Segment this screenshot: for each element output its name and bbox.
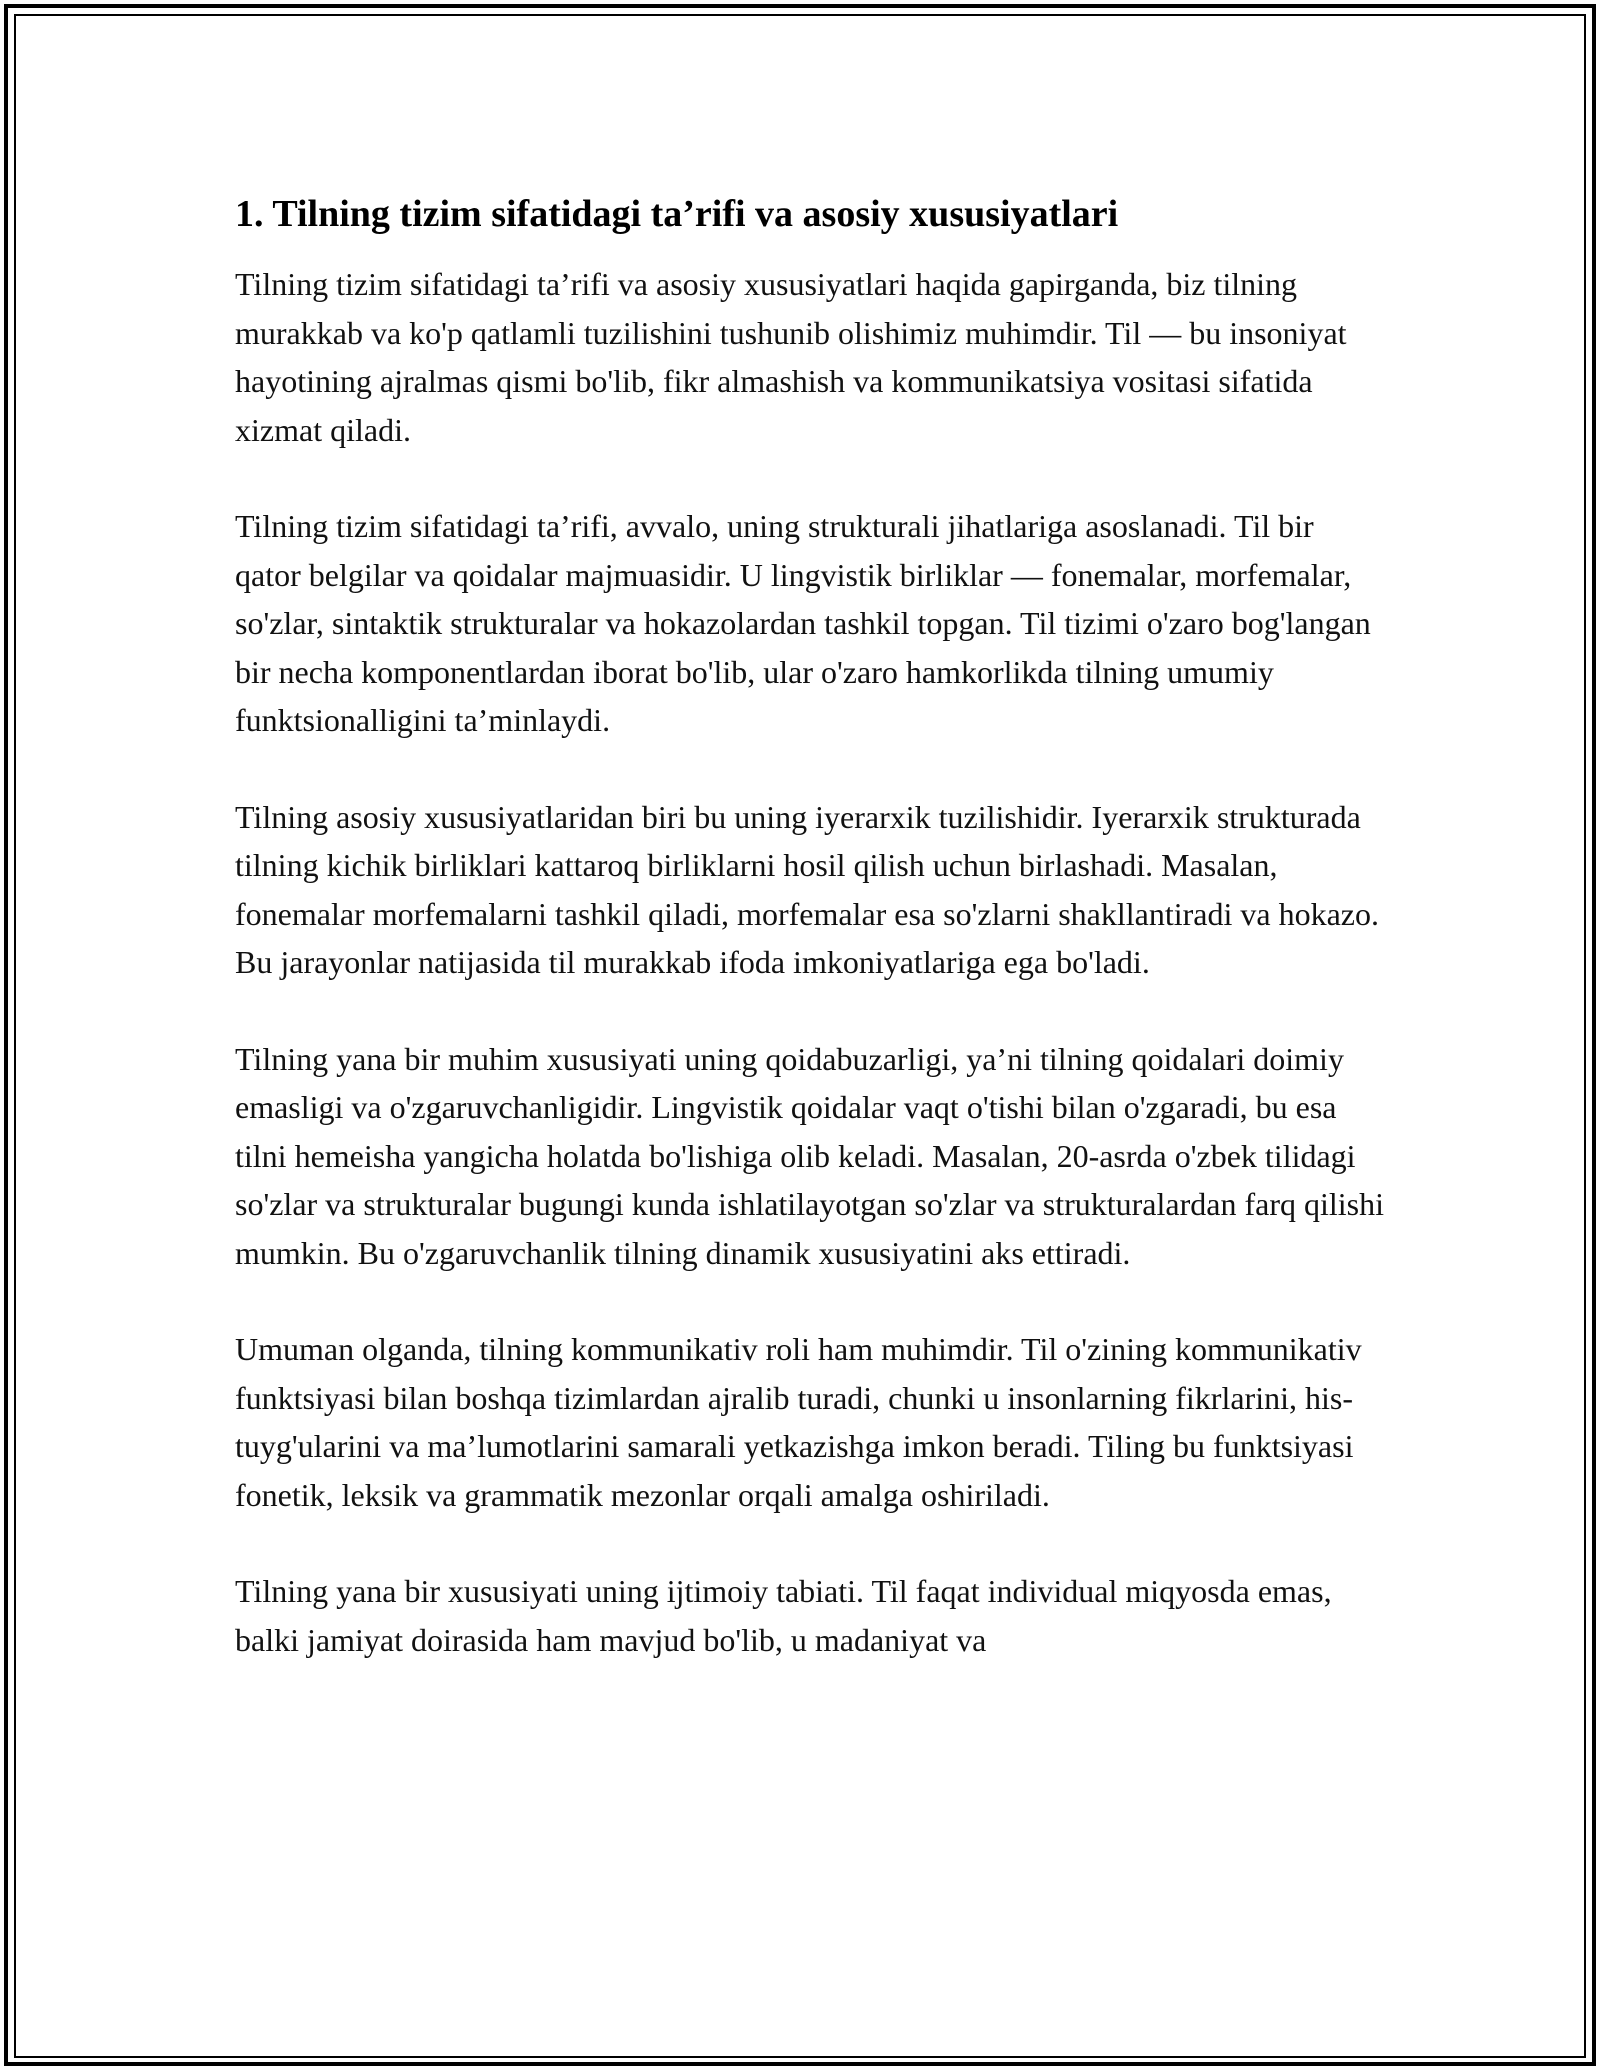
section-heading: 1. Tilning tizim sifatidagi ta’rifi va asosiy xususiyatlari	[235, 193, 1119, 235]
paragraph-definition: Tilning tizim sifatidagi ta’rifi va asosiy xususiyatlari haqida gapirganda, biz tilning murakkab va ko'p qatlamli tuzilishini tushunib olishimiz muhimdir. Til — bu insoniyat hayotining ajralmas qismi bo'lib, fikr almashish va kommunikatsiya vositasi sifatida xizmat qiladi.	[235, 266, 1347, 448]
paragraph-communication: Umuman olganda, tilning kommunikativ roli ham muhimdir. Til o'zining kommunikativ funktsiyasi bilan boshqa tizimlardan ajralib turadi, chunki u insonlarning fikrlarini, his-tuyg'ularini va ma’lumotlarini samarali yetkazishga imkon beradi. Tiling bu funktsiyasi fonetik, leksik va grammatik mezonlar orqali amalga oshiriladi.	[235, 1331, 1362, 1513]
document-body	[235, 188, 1385, 1712]
paragraph-structure: Tilning tizim sifatidagi ta’rifi, avvalo, uning strukturali jihatlariga asoslanadi. Til bir qator belgilar va qoidalar majmuasidir. U lingvistik birliklar — fonemalar, morfemalar, so'zlar, sintaktik strukturalar va hokazolardan tashkil topgan. Til tizimi o'zaro bog'langan bir necha komponentlardan iborat bo'lib, ular o'zaro hamkorlikda tilning umumiy funktsionalligini ta’minlaydi.	[235, 508, 1371, 738]
paragraph-variability: Tilning yana bir muhim xususiyati uning qoidabuzarligi, ya’ni tilning qoidalari doimiy emasligi va o'zgaruvchanligidir. Lingvistik qoidalar vaqt o'tishi bilan o'zgaradi, bu esa tilni hemeisha yangicha holatda bo'lishiga olib keladi. Masalan, 20-asrda o'zbek tilidagi so'zlar va strukturalar bugungi kunda ishlatilayotgan so'zlar va strukturalardan farq qilishi mumkin. Bu o'zgaruvchanlik tilning dinamik xususiyatini aks ettiradi.	[235, 1040, 1384, 1271]
paragraph-hierarchy: Tilning asosiy xususiyatlaridan biri bu uning iyerarxik tuzilishidir. Iyerarxik strukturada tilning kichik birliklari kattaroq birliklarni hosil qilish uchun birlashadi. Masalan, fonemalar morfemalarni tashkil qiladi, morfemalar esa so'zlarni shakllantiradi va hokazo. Bu jarayonlar natijasida til murakkab ifoda imkoniyatlariga ega bo'ladi.	[235, 798, 1379, 980]
paragraph-social-nature: Tilning yana bir xususiyati uning ijtimoiy tabiati. Til faqat individual miqyosda emas, balki jamiyat doirasida ham mavjud bo'lib, u madaniyat va	[235, 1573, 1332, 1658]
